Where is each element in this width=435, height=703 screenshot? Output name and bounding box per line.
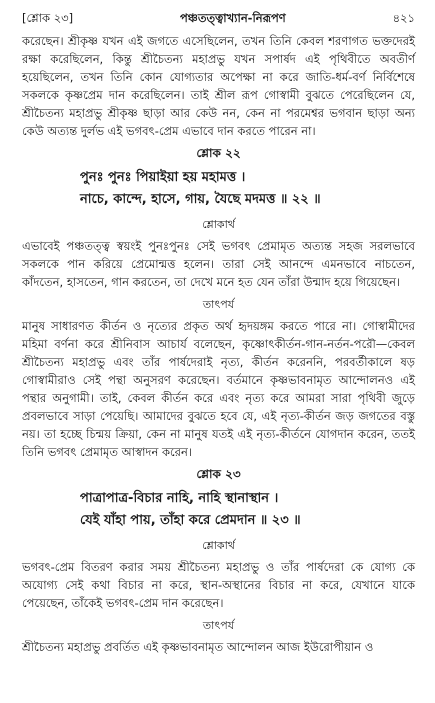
verse-22-translation: এভাবেই পঞ্চতত্ত্ব স্বয়ংই পুনঃপুনঃ সেই ভগবৎ প্রেমামৃত অত্যন্ত সহজ সরলভাবে সকলকে পান করিয়ে প্রেমোন্মত্ত হলেন। তারা সেই আনন্দে এমনভাবে নাচতেন, কাঁদতেন, হাসতেন, গান করতেন, তা দেখে মনে হত যেন তাঁরা উন্মাদ হয়ে গিয়েছেন। <box>22 239 415 289</box>
verse-22-number: শ্লোক ২২ <box>196 146 241 160</box>
verse-22-purport-title: তাৎপর্য <box>202 298 235 311</box>
verse-23-translation: ভগবৎ-প্রেম বিতরণ করার সময় শ্রীচৈতন্য মহাপ্রভু ও তাঁর পার্ষদেরা কে যোগ্য কে অযোগ্য সেই কথা বিচার না করে, স্থান-অস্থানের বিচার না করে, যেখানে যাকে পেয়েছেন, তাঁকেই ভগবৎ-প্রেম দান করেছেন। <box>22 560 415 610</box>
verse-23-translation-title: শ্লোকার্থ <box>202 539 235 552</box>
intro-paragraph: করেছেন। শ্রীকৃষ্ণ যখন এই জগতে এসেছিলেন, তখন তিনি কেবল শরণাগত ভক্তদেরই রক্ষা করেছিলেন, কিন্তু শ্রীচৈতন্য মহাপ্রভু যখন সপার্ষদ এই পৃথিবীতে অবতীর্ণ হয়েছিলেন, তখন তিনি কোন যোগ্যতার অপেক্ষা না করে জাতি-ধর্ম-বর্ণ নির্বিশেষে সকলকে কৃষ্ণপ্রেম দান করেছিলেন। তাই শ্রীল রূপ গোস্বামী বুঝতে পেরেছিলেন যে, শ্রীচৈতন্য মহাপ্রভু শ্রীকৃষ্ণ ছাড়া আর কেউ নন, কেন না পরমেশ্বর ভগবান ছাড়া অন্য কেউ অত্যন্ত দুর্লভ এই ভগবৎ-প্রেম এভাবে দান করতে পারেন না। <box>22 34 415 138</box>
verse-22-purport: মানুষ সাধারণত কীর্তন ও নৃত্যের প্রকৃত অর্থ হৃদয়ঙ্গম করতে পারে না। গোস্বামীদের মহিমা বর্ণনা করে শ্রীনিবাস আচার্য বলেছেন, কৃষ্ণোৎকীর্তন-গান-নর্তন-পরৌ—কেবল শ্রীচৈতন্য মহাপ্রভু এবং তাঁর পার্ষদেরাই নৃত্য, কীর্তন করেননি, পরবর্তীকালে ষড় গোস্বামীরাও সেই পন্থা অনুসরণ করেছেন। বর্তমানে কৃষ্ণভাবনামৃত আন্দোলনও এই পন্থার অনুগামী। তাই, কেবল কীর্তন করে এবং নৃত্য করে আমরা সারা পৃথিবী জুড়ে প্রবলভাবে সাড়া পেয়েছি। আমাদের বুঝতে হবে যে, এই নৃত্য-কীর্তন জড় জগতের বস্তু নয়। তা হচ্ছে চিন্ময় ক্রিয়া, কেন না মানুষ যতই এই নৃত্য-কীর্তনে যোগদান করেন, ততই তিনি ভগবৎ প্রেমামৃত আস্বাদন করেন। <box>22 319 415 459</box>
verse-23-line-1: পাত্রাপাত্র-বিচার নাহি, নাহি স্থানাস্থান । <box>80 491 279 506</box>
header-verse-ref: [শ্লোক ২৩] <box>22 11 74 25</box>
verse-23-line-2: যেই যাঁহা পায়, তাঁহা করে প্রেমদান ॥ ২৩ ॥ <box>80 513 301 528</box>
verse-22-translation-title: শ্লোকার্থ <box>202 218 235 231</box>
page-header <box>22 10 415 26</box>
verse-22-line-1: পুনঃ পুনঃ পিয়াইয়া হয় মহামত্ত । <box>80 170 246 185</box>
verse-22-line-2: নাচে, কান্দে, হাসে, গায়, যৈছে মদমত্ত ॥ ২২ ॥ <box>80 192 321 207</box>
header-chapter-title: পঞ্চতত্ত্বাখ্যান-নিরূপণ <box>179 11 286 25</box>
header-page-number: ৪২১ <box>392 11 415 25</box>
verse-23-purport-title: তাৎপর্য <box>202 619 235 632</box>
verse-23-purport: শ্রীচৈতন্য মহাপ্রভু প্রবর্তিত এই কৃষ্ণভাবনামৃত আন্দোলন আজ ইউরোপীয়ান ও <box>22 640 374 654</box>
verse-23-number: শ্লোক ২৩ <box>196 467 241 481</box>
